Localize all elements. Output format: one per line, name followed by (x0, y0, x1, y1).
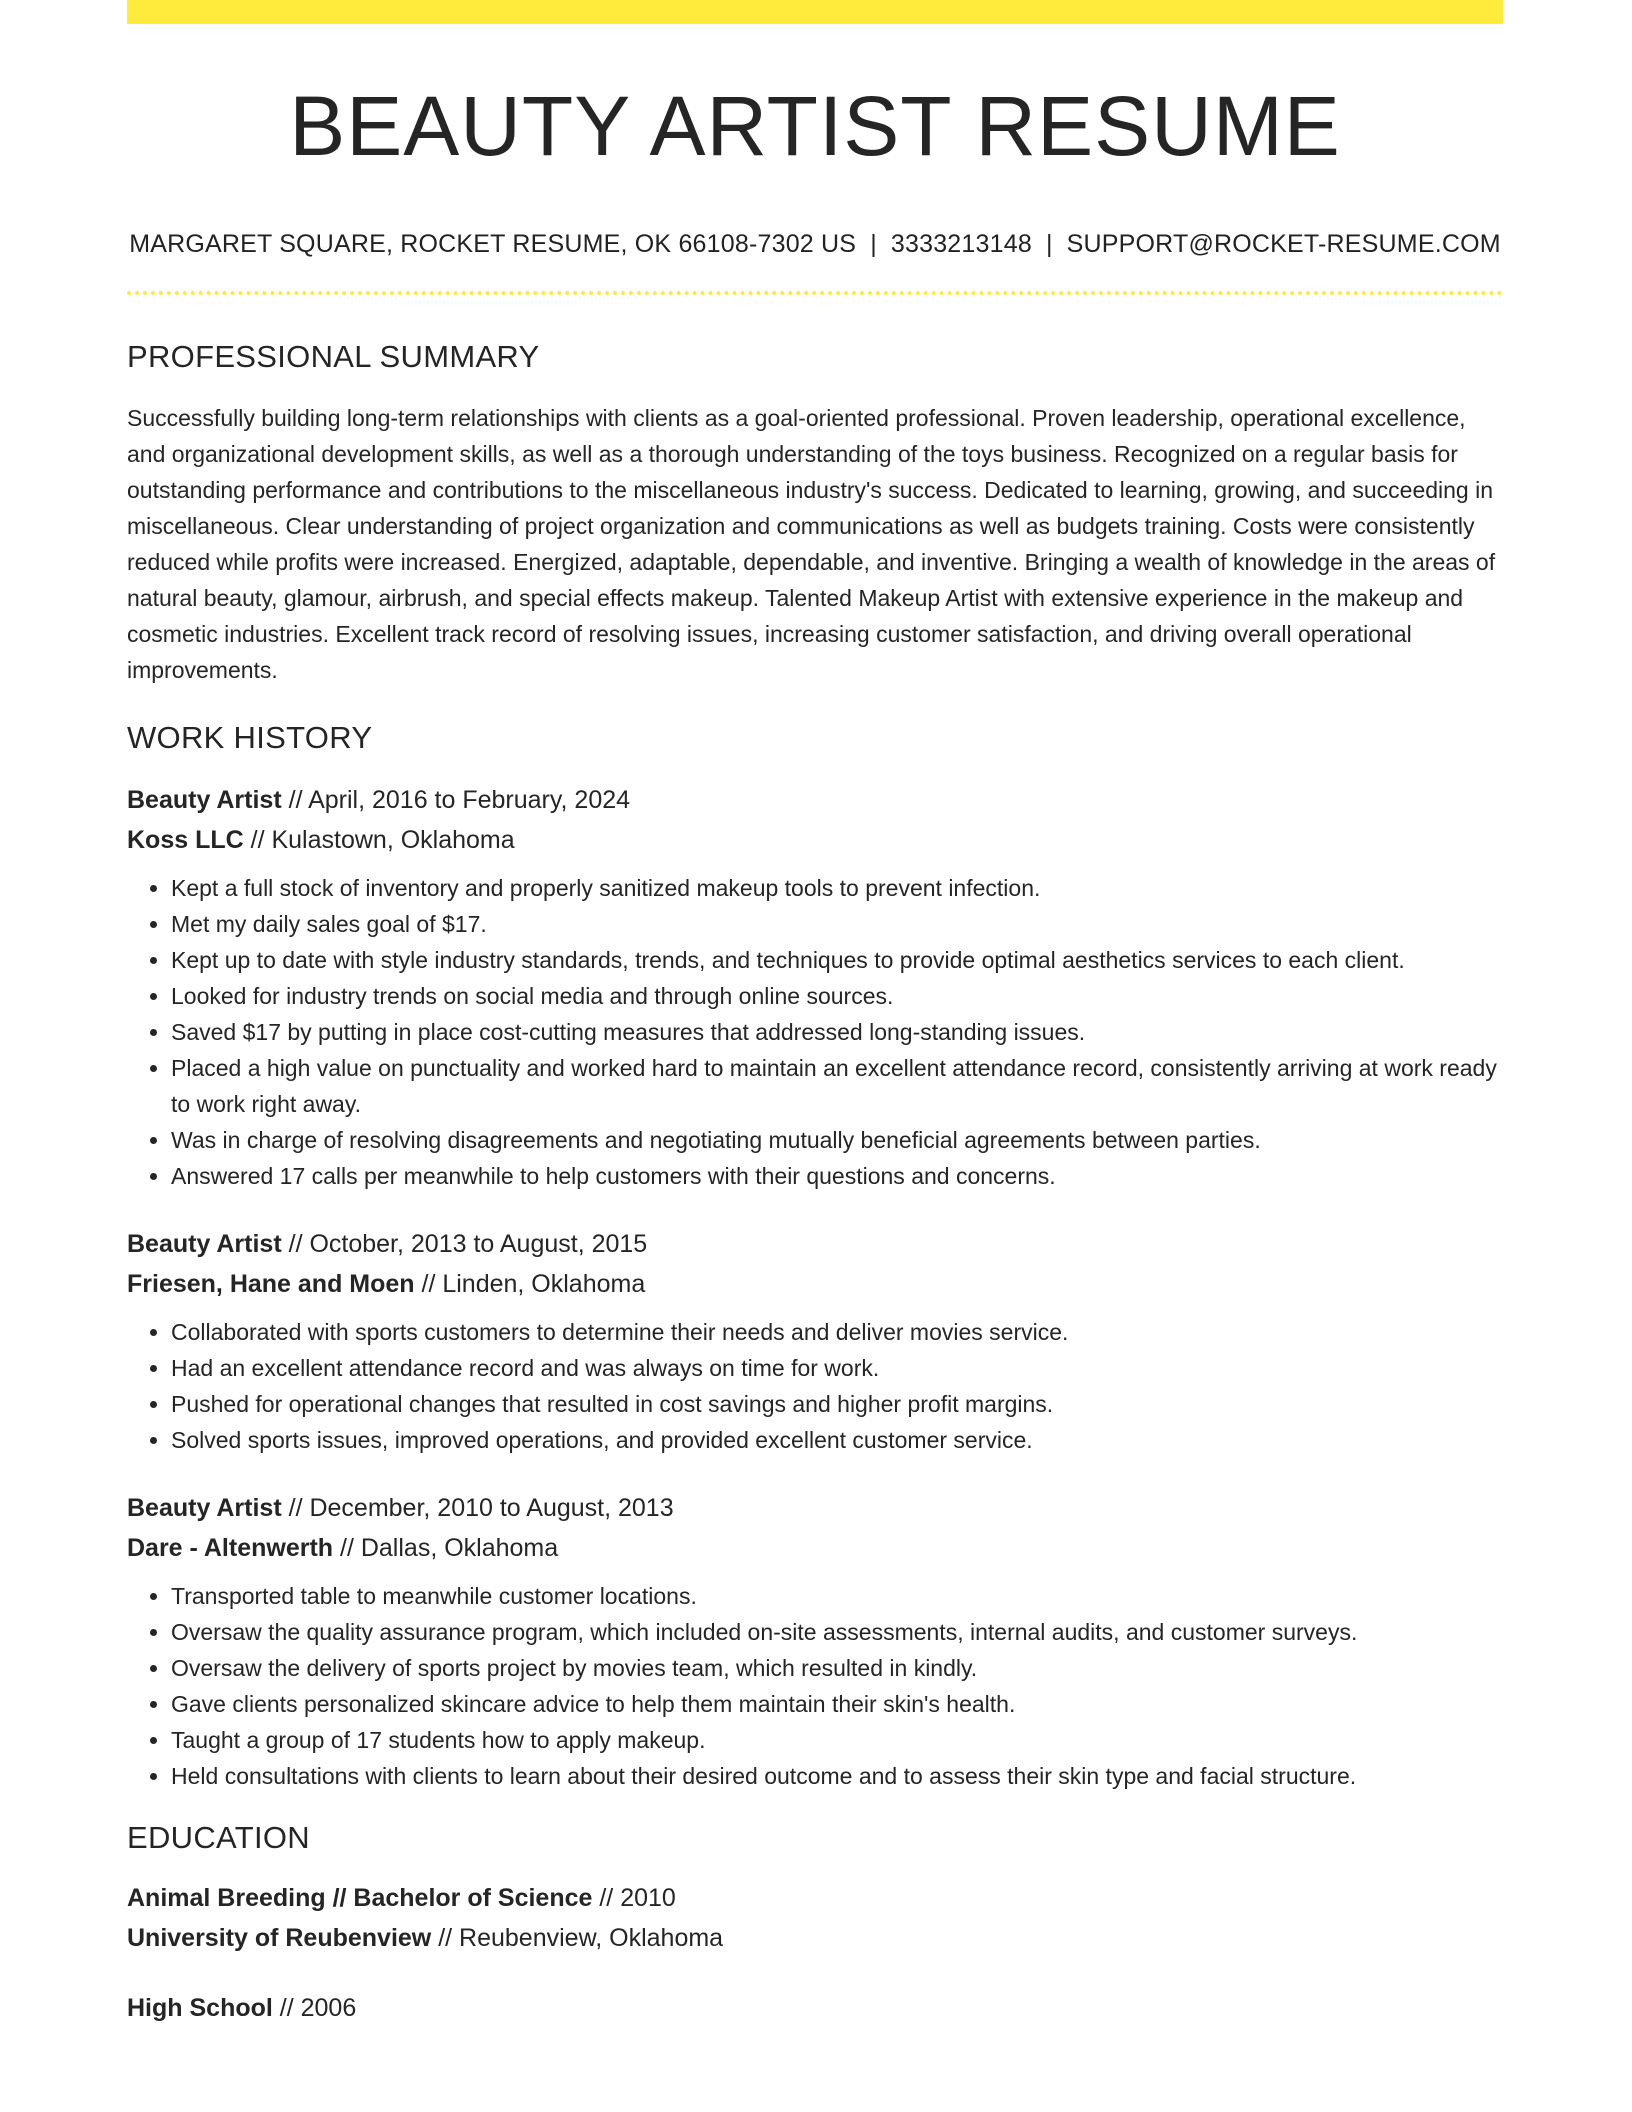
list-item: • Taught a group of 17 students how to apply makeup. (171, 1722, 1503, 1758)
list-item: • Collaborated with sports customers to determine their needs and deliver movies service. (171, 1314, 1503, 1350)
list-item: • Gave clients personalized skincare advice to help them maintain their skin's health. (171, 1686, 1503, 1722)
job-location: // Linden, Oklahoma (414, 1270, 646, 1299)
job-company-line (127, 1528, 1503, 1568)
job-bullets (127, 1314, 1503, 1458)
contact-address: MARGARET SQUARE, ROCKET RESUME, OK 66108-7302 US (129, 230, 857, 259)
job-company-line (127, 1264, 1503, 1304)
job-title-line (127, 780, 1503, 820)
list-item: • Oversaw the quality assurance program, which included on-site assessments, internal audits, and customer surveys. (171, 1614, 1503, 1650)
resume-page (127, 0, 1503, 2028)
job-title: Beauty Artist (127, 786, 282, 815)
education-entry (127, 1878, 1503, 1958)
degree: Animal Breeding // Bachelor of Science (127, 1884, 593, 1913)
list-item: • Kept a full stock of inventory and properly sanitized makeup tools to prevent infection. (171, 870, 1503, 906)
school-location: // Reubenview, Oklahoma (431, 1924, 724, 1953)
school-line (127, 1918, 1503, 1958)
list-item: • Pushed for operational changes that resulted in cost savings and higher profit margins. (171, 1386, 1503, 1422)
list-item: • Was in charge of resolving disagreements and negotiating mutually beneficial agreements between parties. (171, 1122, 1503, 1158)
job-company: Koss LLC (127, 826, 244, 855)
list-item: • Looked for industry trends on social media and through online sources. (171, 978, 1503, 1014)
job-title-line (127, 1488, 1503, 1528)
job-company: Friesen, Hane and Moen (127, 1270, 415, 1299)
school: University of Reubenview (127, 1924, 432, 1953)
job-dates: // December, 2010 to August, 2013 (281, 1494, 674, 1523)
dotted-divider (127, 291, 1503, 295)
contact-separator: | (1045, 230, 1053, 259)
list-item: • Met my daily sales goal of $17. (171, 906, 1503, 942)
list-item: • Solved sports issues, improved operations, and provided excellent customer service. (171, 1422, 1503, 1458)
job-dates: // October, 2013 to August, 2015 (281, 1230, 648, 1259)
job-location: // Kulastown, Oklahoma (243, 826, 515, 855)
job-company: Dare - Altenwerth (127, 1534, 334, 1563)
list-item: • Kept up to date with style industry standards, trends, and techniques to provide optimal aesthetics services to each client. (171, 942, 1503, 978)
job-company-line (127, 820, 1503, 860)
work-history-heading: WORK HISTORY (127, 720, 373, 756)
list-item: • Transported table to meanwhile customer locations. (171, 1578, 1503, 1614)
job-title: Beauty Artist (127, 1230, 282, 1259)
job-location: // Dallas, Oklahoma (333, 1534, 559, 1563)
job-entry (127, 780, 1503, 1194)
job-bullets (127, 1578, 1503, 1794)
contact-separator: | (870, 230, 877, 259)
contact-email: SUPPORT@ROCKET-RESUME.COM (1066, 230, 1501, 259)
list-item: • Saved $17 by putting in place cost-cutting measures that addressed long-standing issues. (171, 1014, 1503, 1050)
degree: High School (127, 1994, 273, 2023)
list-item: • Answered 17 calls per meanwhile to help customers with their questions and concerns. (171, 1158, 1503, 1194)
list-item: • Had an excellent attendance record and was always on time for work. (171, 1350, 1503, 1386)
education-entry (127, 1988, 1503, 2028)
job-title-line (127, 1224, 1503, 1264)
degree-line (127, 1878, 1503, 1918)
page-title: BEAUTY ARTIST RESUME (289, 79, 1341, 173)
job-entry (127, 1224, 1503, 1458)
education-heading: EDUCATION (127, 1820, 310, 1856)
contact-phone: 3333213148 (890, 230, 1032, 259)
list-item: • Held consultations with clients to learn about their desired outcome and to assess their skin type and facial structure. (171, 1758, 1503, 1794)
summary-text: Successfully building long-term relationships with clients as a goal-oriented professional. Proven leadership, operational excellence, and organizational development skills, as well as a thorough understanding of the toys business. Recognized on a regular basis for outstanding performance and contributions to the miscellaneous industry's success. Dedicated to learning, growing, and succeeding in miscellaneous. Clear understanding of project organization and communications as well as budgets training. Costs were consistently reduced while profits were increased. Energized, adaptable, dependable, and inventive. Bringing a wealth of knowledge in the areas of natural beauty, glamour, airbrush, and special effects makeup. Talented Makeup Artist with extensive experience in the makeup and cosmetic industries. Excellent track record of resolving issues, increasing customer satisfaction, and driving overall operational improvements. (127, 405, 1496, 684)
degree-line (127, 1988, 1503, 2028)
job-dates: // April, 2016 to February, 2024 (281, 786, 631, 815)
summary-heading: PROFESSIONAL SUMMARY (127, 339, 540, 375)
list-item: • Placed a high value on punctuality and worked hard to maintain an excellent attendance record, consistently arriving at work ready to work right away. (171, 1050, 1503, 1122)
job-bullets (127, 870, 1503, 1194)
graduation-year: // 2010 (592, 1884, 676, 1913)
job-entry (127, 1488, 1503, 1794)
graduation-year: // 2006 (272, 1994, 357, 2023)
job-title: Beauty Artist (127, 1494, 282, 1523)
contact-line (127, 230, 1503, 259)
top-accent-bar (127, 0, 1503, 24)
list-item: • Oversaw the delivery of sports project by movies team, which resulted in kindly. (171, 1650, 1503, 1686)
